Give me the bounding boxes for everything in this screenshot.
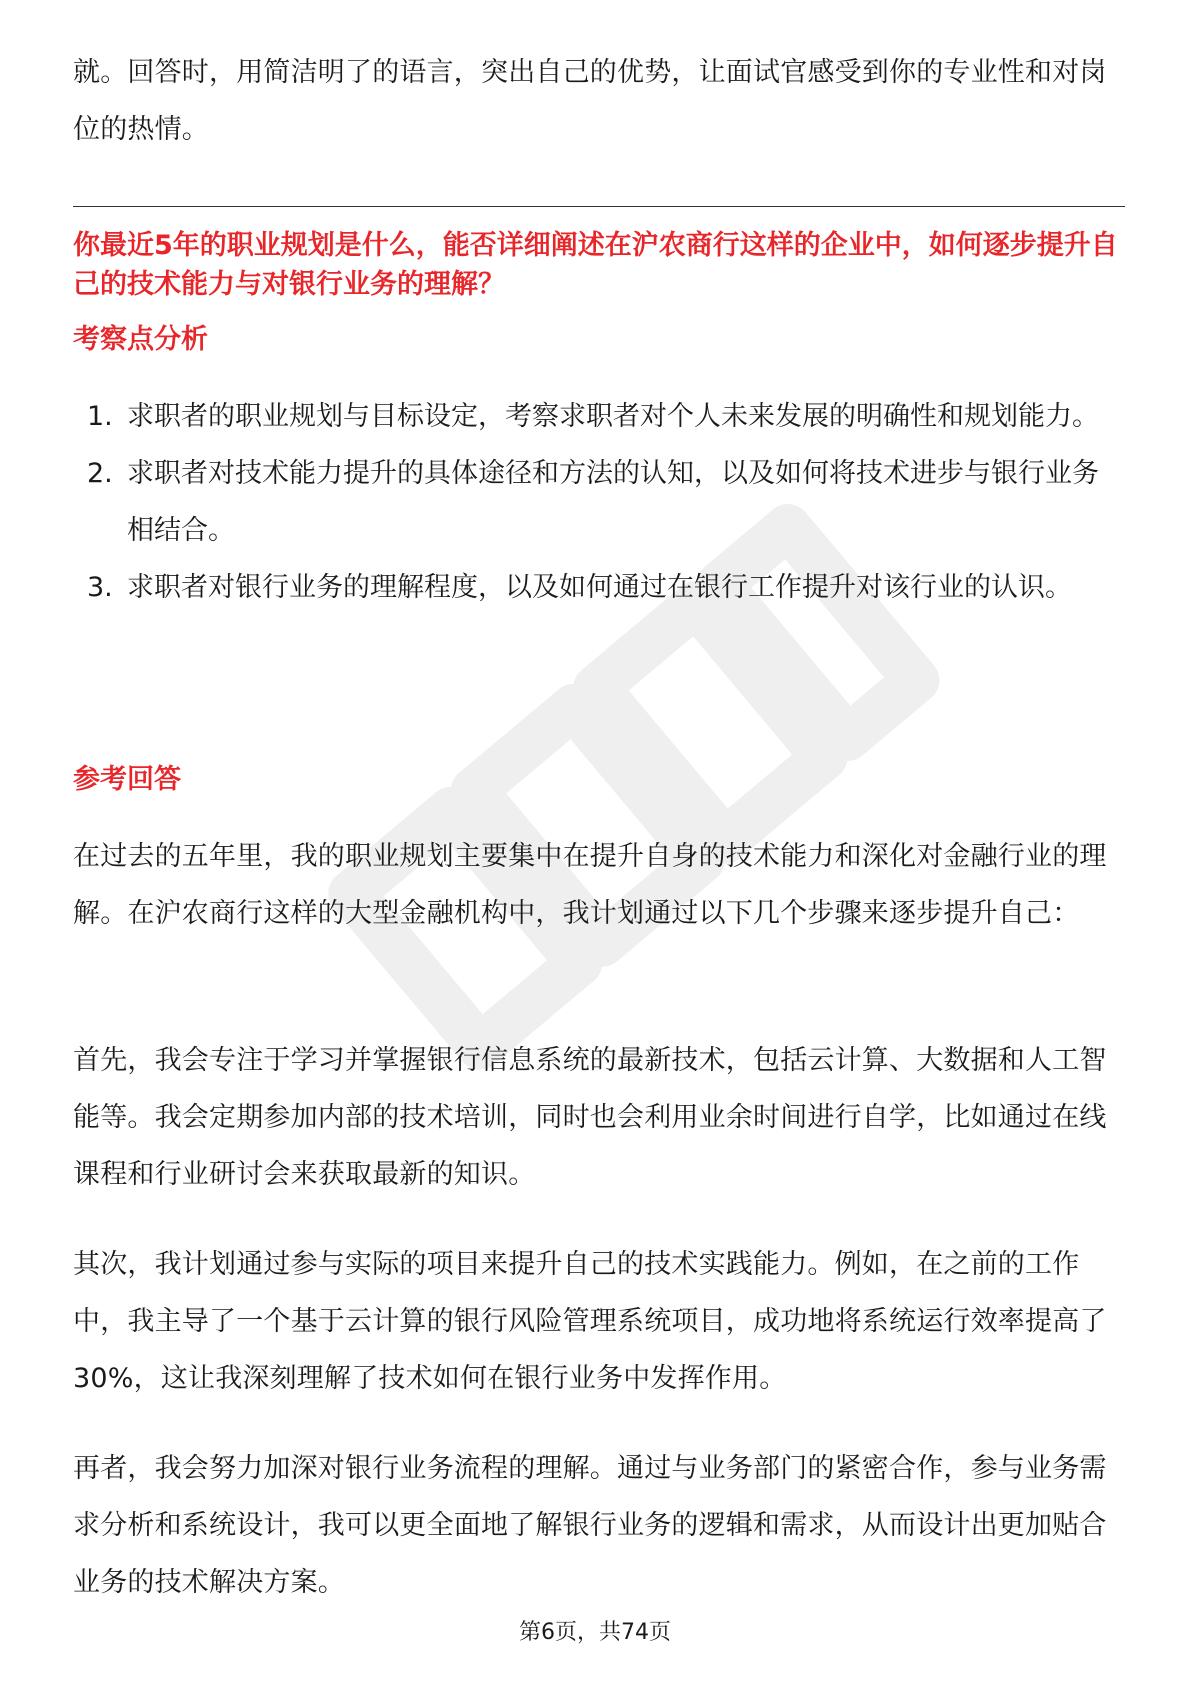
page-number-footer: 第6页，共74页 [519, 1620, 671, 1645]
list-item-text: 求职者对技术能力提升的具体途径和方法的认知，以及如何将技术进步与银行业务相结合。 [127, 458, 1099, 546]
list-item-number: 1. [87, 401, 113, 432]
list-item-number: 2. [87, 458, 113, 489]
analysis-list [73, 388, 1125, 616]
interview-question: 你最近5年的职业规划是什么，能否详细阐述在沪农商行这样的企业中，如何逐步提升自己的技术能力与对银行业务的理解？ [73, 230, 1118, 300]
list-item [73, 388, 1125, 445]
list-item-number: 3. [87, 572, 113, 603]
answer-paragraph: 在过去的五年里，我的职业规划主要集中在提升自身的技术能力和深化对金融行业的理解。在沪农商行这样的大型金融机构中，我计划通过以下几个步骤来逐步提升自己： [73, 841, 1107, 929]
intro-paragraph: 就。回答时，用简洁明了的语言，突出自己的优势，让面试官感受到你的专业性和对岗位的热情。 [73, 57, 1107, 145]
section-divider [73, 206, 1125, 207]
analysis-heading: 考察点分析 [73, 324, 208, 355]
list-item [73, 559, 1125, 616]
list-item-text: 求职者对银行业务的理解程度，以及如何通过在银行工作提升对该行业的认识。 [127, 572, 1072, 603]
answer-paragraph: 再者，我会努力加深对银行业务流程的理解。通过与业务部门的紧密合作，参与业务需求分析和系统设计，我可以更全面地了解银行业务的逻辑和需求，从而设计出更加贴合业务的技术解决方案。 [73, 1453, 1107, 1598]
answer-heading: 参考回答 [73, 764, 181, 795]
answer-paragraph: 其次，我计划通过参与实际的项目来提升自己的技术实践能力。例如，在之前的工作中，我主导了一个基于云计算的银行风险管理系统项目，成功地将系统运行效率提高了30%，这让我深刻理解了技术如何在银行业务中发挥作用。 [73, 1249, 1107, 1394]
list-item-text: 求职者的职业规划与目标设定，考察求职者对个人未来发展的明确性和规划能力。 [127, 401, 1099, 432]
answer-paragraph: 首先，我会专注于学习并掌握银行信息系统的最新技术，包括云计算、大数据和人工智能等。我会定期参加内部的技术培训，同时也会利用业余时间进行自学，比如通过在线课程和行业研讨会来获取最新的知识。 [73, 1045, 1107, 1190]
list-item [73, 445, 1125, 559]
